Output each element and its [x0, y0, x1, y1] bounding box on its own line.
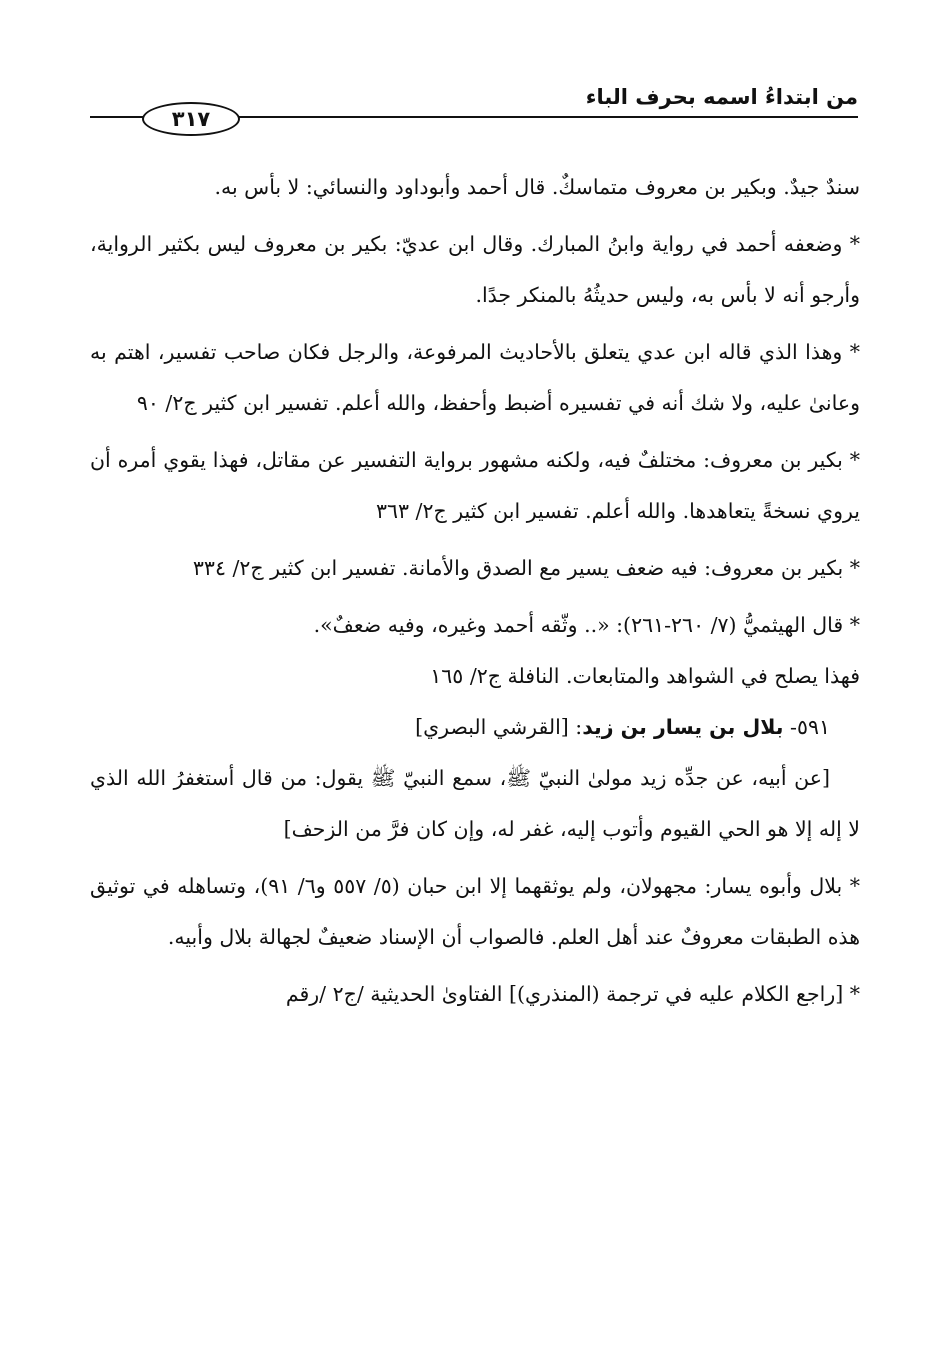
page-body: [90, 162, 860, 1020]
hadith-text: [عن أبيه، عن جدِّه زيد مولىٰ النبيّ ﷺ، سمع النبيّ ﷺ يقول: من قال أستغفرُ الله الذي لا إله إلا هو الحي القيوم وأتوب إليه، غفر له، وإن كان فرَّ من الزحف]: [90, 766, 860, 841]
page-number: ٣١٧: [142, 102, 240, 136]
paragraph-3: * وهذا الذي قاله ابن عدي يتعلق بالأحاديث المرفوعة، والرجل فكان صاحب تفسير، اهتم به وعانىٰ عليه، ولا شك أنه في تفسيره أضبط وأحفظ، والله أعلم. تفسير ابن كثير ج٢/ ٩٠: [90, 340, 860, 415]
page-header: [90, 82, 858, 138]
paragraph-1: سندٌ جيدٌ. وبكير بن معروف متماسكٌ. قال أحمد وأبوداود والنسائي: لا بأس به.: [214, 175, 860, 199]
paragraph-4: * بكير بن معروف: مختلفٌ فيه، ولكنه مشهور برواية التفسير عن مقاتل، فهذا يقوي أمره أن يروي نسخةً يتعاهدها. والله أعلم. تفسير ابن كثير ج٢/ ٣٦٣: [90, 448, 860, 523]
paragraph-8: * بلال وأبوه يسار: مجهولان، ولم يوثقهما إلا ابن حبان (٥/ ٥٥٧ و٦/ ٩١)، وتساهله في توثيق هذه الطبقات معروفٌ عند أهل العلم. فالصواب أن الإسناد ضعيفٌ لجهالة بلال وأبيه.: [90, 874, 861, 949]
entry-heading: [90, 702, 860, 753]
paragraph-6: * قال الهيثميُّ (٧/ ٢٦٠-٢٦١): «.. وثّقه أحمد وغيره، وفيه ضعفٌ».: [313, 613, 860, 637]
running-title: من ابتداءُ اسمه بحرف الباء: [585, 85, 858, 109]
entry-name: بلال بن يسار بن زيد: [582, 715, 784, 739]
paragraph-5: * بكير بن معروف: فيه ضعف يسير مع الصدق والأمانة. تفسير ابن كثير ج٢/ ٣٣٤: [192, 556, 860, 580]
paragraph-9: * [راجع الكلام عليه في ترجمة (المنذري)] الفتاوىٰ الحديثية /ج٢ /رقم: [285, 982, 860, 1006]
paragraph-2: * وضعفه أحمد في رواية وابنُ المبارك. وقال ابن عديّ: بكير بن معروف ليس بكثير الرواية، وأرجو أنه لا بأس به، وليس حديثُهُ بالمنكر جدًا.: [90, 232, 860, 307]
paragraph-7: فهذا يصلح في الشواهد والمتابعات. النافلة ج٢/ ١٦٥: [430, 664, 860, 688]
entry-number: ٥٩١-: [783, 715, 830, 739]
entry-suffix: : [القرشي البصري]: [415, 715, 583, 739]
